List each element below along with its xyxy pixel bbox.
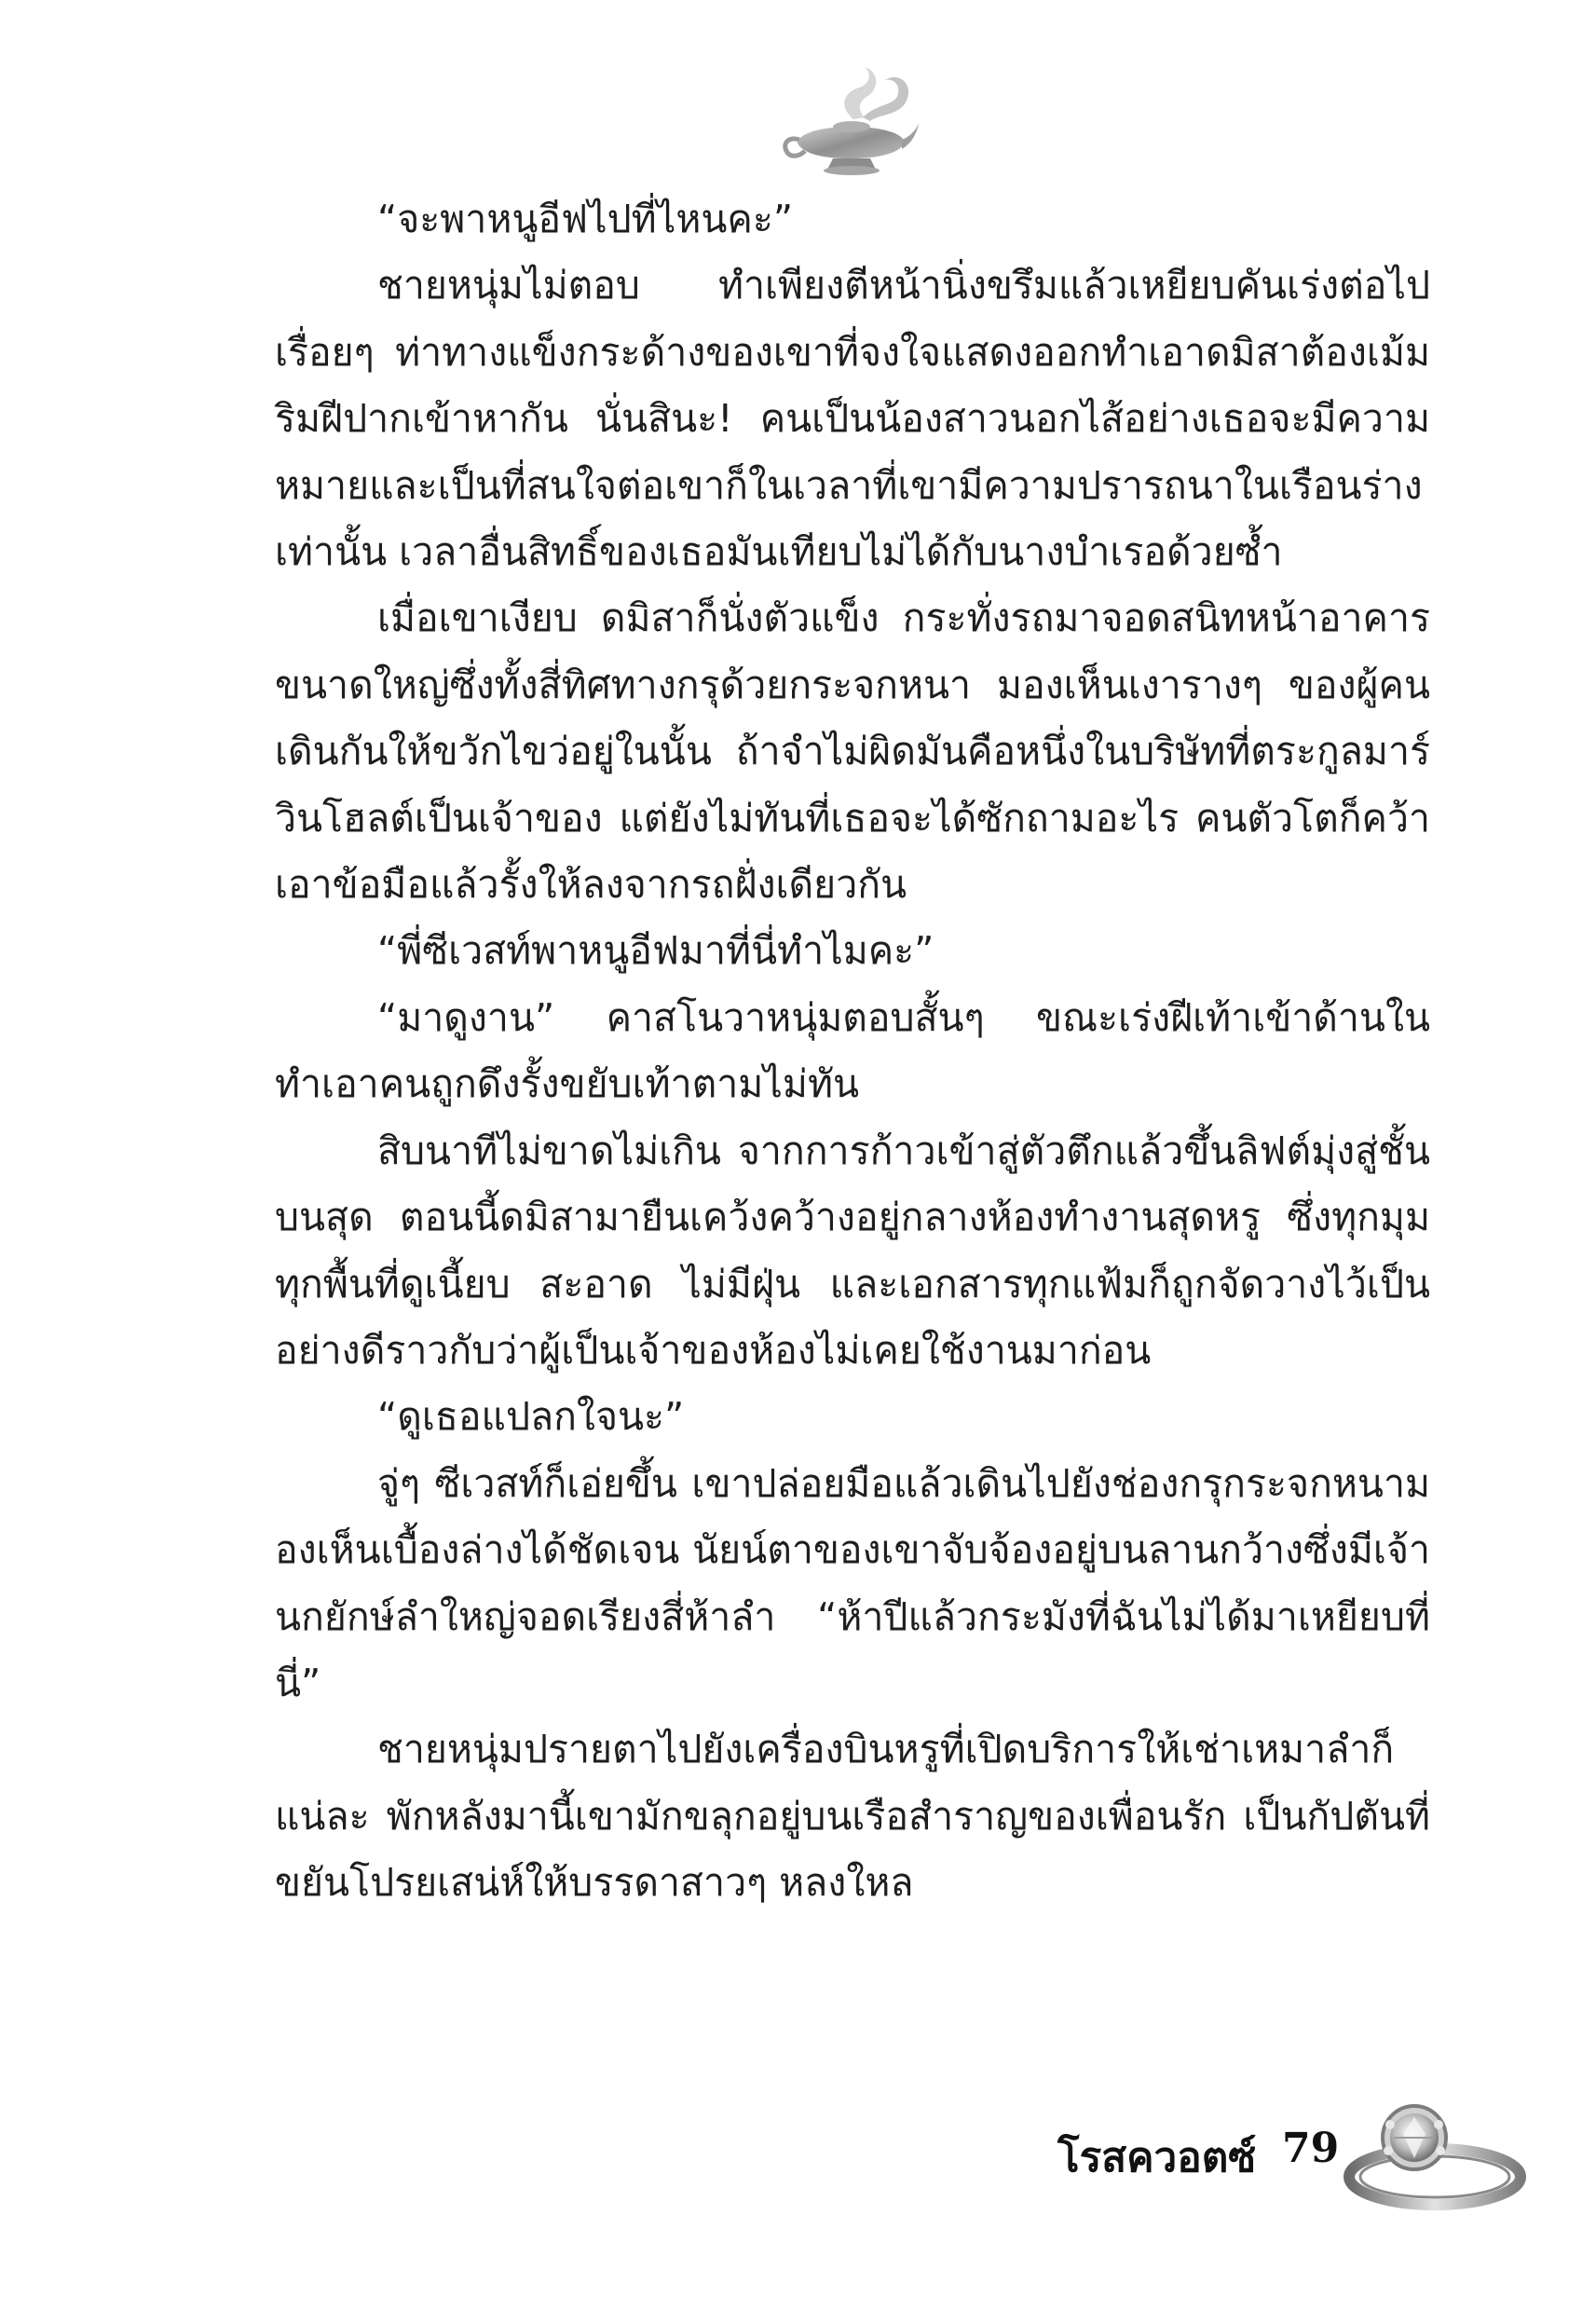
page-footer	[969, 2087, 1547, 2227]
paragraph: “จะพาหนูอีฟไปที่ไหนคะ”	[377, 197, 794, 241]
paragraph: “พี่ซีเวสท์พาหนูอีฟมาที่นี่ทำไมคะ”	[377, 928, 934, 974]
book-title: โรสควอตซ์	[1057, 2134, 1257, 2181]
body-text	[275, 186, 1430, 1917]
paragraph: “ดูเธอแปลกใจนะ”	[377, 1394, 685, 1440]
paragraph: ชายหนุ่มไม่ตอบ ทำเพียงตีหน้านิ่งขรึมแล้วเหยียบคันเร่งต่อไปเรื่อยๆ ท่าทางแข็งกระด้างของเขาที่จงใจแสดงออกทำเอาดมิสาต้องเม้มริมฝีปากเข้าหากัน นั่นสินะ! คนเป็นน้องสาวนอกไส้อย่างเธอจะมีความหมายและเป็นที่สนใจต่อเขาก็ในเวลาที่เขามีความปรารถนาในเรือนร่างเท่านั้น เวลาอื่นสิทธิ์ของเธอมันเทียบไม่ได้กับนางบำเรอด้วยซ้ำ	[275, 263, 1430, 575]
paragraph: เมื่อเขาเงียบ ดมิสาก็นั่งตัวแข็ง กระทั่งรถมาจอดสนิทหน้าอาคารขนาดใหญ่ซึ่งทั้งสี่ทิศทางกรุด้วยกระจกหนา มองเห็นเงารางๆ ของผู้คนเดินกันให้ขวักไขว่อยู่ในนั้น ถ้าจำไม่ผิดมันคือหนึ่งในบริษัทที่ตระกูลมาร์วินโฮลต์เป็นเจ้าของ แต่ยังไม่ทันที่เธอจะได้ซักถามอะไร คนตัวโตก็คว้าเอาข้อมือแล้วรั้งให้ลงจากรถฝั่งเดียวกัน	[275, 595, 1430, 908]
diamond-ring-icon	[1342, 2087, 1528, 2218]
paragraph: ชายหนุ่มปรายตาไปยังเครื่องบินหรูที่เปิดบริการให้เช่าเหมาลำก็แน่ละ พักหลังมานี้เขามักขลุกอยู่บนเรือสำราญของเพื่อนรัก เป็นกัปตันที่ขยันโปรยเสน่ห์ให้บรรดาสาวๆ หลงใหล	[275, 1727, 1430, 1906]
paragraph: “มาดูงาน” คาสโนวาหนุ่มตอบสั้นๆ ขณะเร่งฝีเท้าเข้าด้านใน ทำเอาคนถูกดึงรั้งขยับเท้าตามไม่ทัน	[275, 994, 1430, 1107]
paragraph: สิบนาทีไม่ขาดไม่เกิน จากการก้าวเข้าสู่ตัวตึกแล้วขึ้นลิฟต์มุ่งสู่ชั้นบนสุด ตอนนี้ดมิสามายืนเคว้งคว้างอยู่กลางห้องทำงานสุดหรู ซึ่งทุกมุมทุกพื้นที่ดูเนี้ยบ สะอาด ไม่มีฝุ่น และเอกสารทุกแฟ้มก็ถูกจัดวางไว้เป็นอย่างดีราวกับว่าผู้เป็นเจ้าของห้องไม่เคยใช้งานมาก่อน	[275, 1128, 1430, 1373]
genie-lamp-icon	[781, 65, 921, 177]
page-number: 79	[1282, 2125, 1340, 2172]
paragraph: จู่ๆ ซีเวสท์ก็เอ่ยขึ้น เขาปล่อยมือแล้วเดินไปยังช่องกรุกระจกหนามองเห็นเบื้องล่างได้ชัดเจน นัยน์ตาของเขาจับจ้องอยู่บนลานกว้างซึ่งมีเจ้านกยักษ์ลำใหญ่จอดเรียงสี่ห้าลำ “ห้าปีแล้วกระมังที่ฉันไม่ได้มาเหยียบที่นี่”	[275, 1460, 1430, 1705]
